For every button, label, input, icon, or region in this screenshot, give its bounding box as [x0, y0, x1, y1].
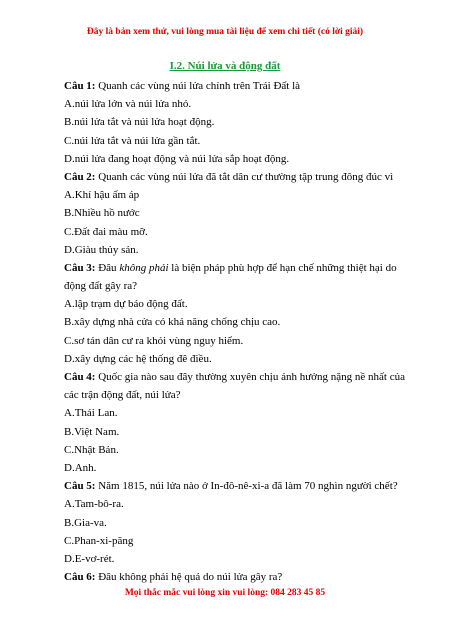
question-text: Năm 1815, núi lửa nào ở In-đô-nê-xi-a đã làm 70 nghìn người chết?	[95, 480, 398, 493]
option: D.xây dựng các hệ thống đê điều.	[64, 352, 212, 365]
question-emphasis: không phải	[119, 261, 169, 274]
question-label: Câu 2:	[64, 170, 96, 183]
option: B.Gia-va.	[64, 516, 107, 529]
option: A.Tam-bô-ra.	[64, 498, 124, 511]
option: B.núi lửa tắt và núi lửa hoạt động.	[64, 116, 215, 129]
question-text: là biện pháp phù hợp để hạn chế những thiệt hại do	[168, 261, 397, 274]
question-text: Quốc gia nào sau đây thường xuyên chịu ảnh hưởng nặng nề nhất của	[95, 371, 405, 383]
question-label: Câu 3:	[64, 261, 96, 274]
contact-notice: Mọi thắc mắc vui lòng xin vui lòng: 084 283 45 85	[124, 588, 326, 598]
question-4	[64, 368, 414, 386]
option: B.Việt Nam.	[64, 425, 120, 438]
option: B.xây dựng nhà cửa có khả năng chống chịu cao.	[64, 316, 281, 329]
question-text: Đâu	[95, 261, 120, 274]
option: C.núi lửa tắt và núi lửa gần tắt.	[64, 134, 201, 147]
option: D.Anh.	[64, 461, 97, 474]
question-list	[64, 77, 414, 586]
question-6	[64, 568, 414, 586]
option: C.Phan-xi-păng	[64, 534, 134, 547]
option: A.Khí hậu ấm áp	[64, 189, 140, 202]
preview-notice: Đây là bản xem thử, vui lòng mua tài liệu để xem chi tiết (có lời giải)	[86, 27, 364, 37]
option: A.lập trạm dự báo động đất.	[64, 298, 188, 311]
option: C.Nhật Bản.	[64, 443, 119, 456]
question-3	[64, 259, 414, 277]
question-text-continued: động đất gây ra?	[64, 280, 137, 293]
question-2	[64, 168, 414, 186]
option: C.sơ tán dân cư ra khỏi vùng nguy hiểm.	[64, 334, 244, 347]
question-5	[64, 477, 414, 495]
option: A.Thái Lan.	[64, 407, 118, 420]
option: B.Nhiều hồ nước	[64, 207, 140, 220]
option: C.Đất đai màu mỡ.	[64, 225, 148, 238]
option: D.E-vơ-rét.	[64, 552, 115, 565]
option: D.Giàu thủy sản.	[64, 243, 139, 256]
question-label: Câu 6:	[64, 571, 96, 584]
question-text-continued: các trận động đất, núi lửa?	[64, 389, 181, 402]
question-text: Đâu không phải hệ quả do núi lửa gây ra?	[95, 571, 283, 584]
section-title: I.2. Núi lửa và động đất	[169, 60, 281, 72]
question-1	[64, 77, 414, 95]
option: A.núi lửa lớn và núi lửa nhỏ.	[64, 98, 192, 111]
question-label: Câu 4:	[64, 371, 96, 383]
question-label: Câu 1:	[64, 80, 96, 92]
question-label: Câu 5:	[64, 480, 96, 493]
option: D.núi lửa đang hoạt động và núi lửa sắp hoạt động.	[64, 152, 290, 165]
question-text: Quanh các vùng núi lửa chính trên Trái Đất là	[95, 80, 301, 92]
question-text: Quanh các vùng núi lửa đã tắt dân cư thường tập trung đông đúc vì	[95, 170, 394, 183]
